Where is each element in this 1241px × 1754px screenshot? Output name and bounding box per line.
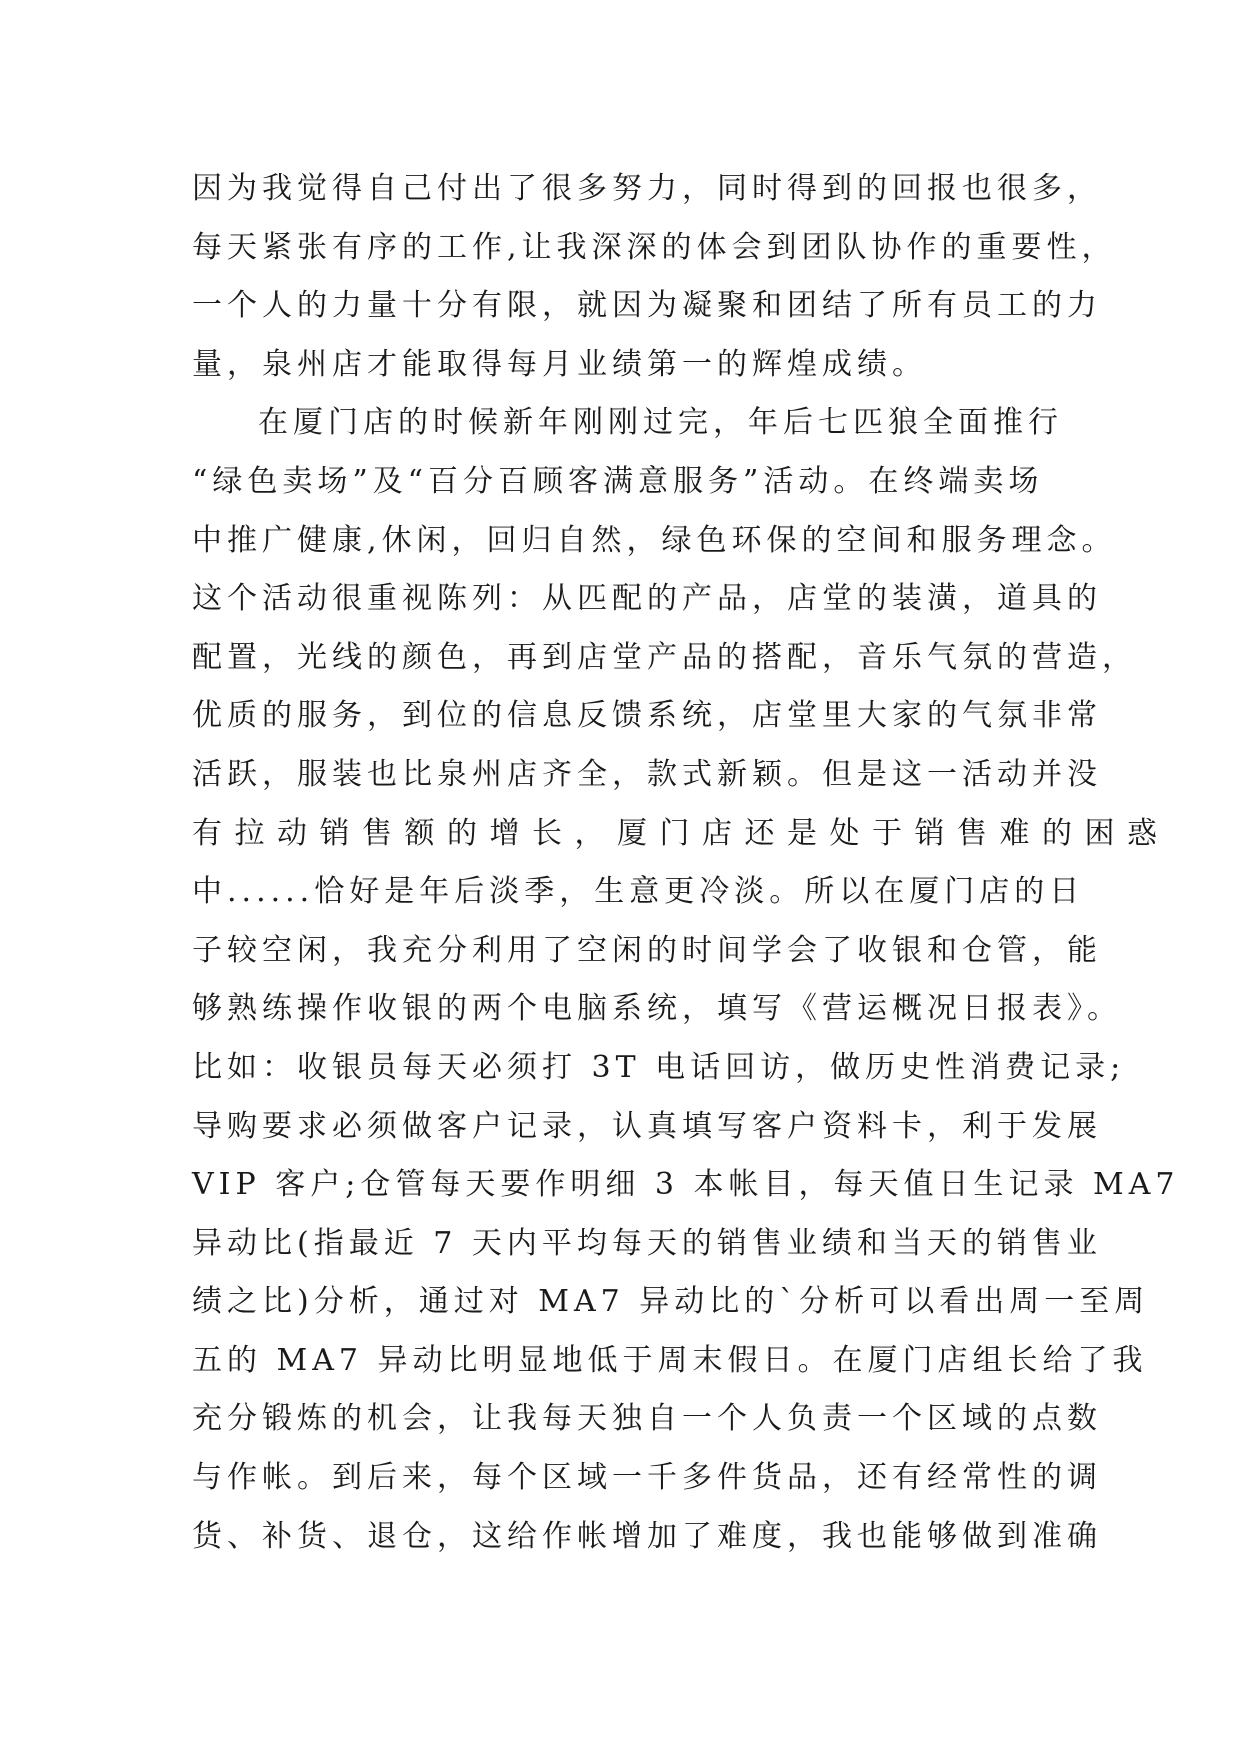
- text-line: 量，泉州店才能取得每月业绩第一的辉煌成绩。: [192, 346, 927, 382]
- text-line: 中......恰好是年后淡季，生意更冷淡。所以在厦门店的日: [192, 874, 1085, 910]
- text-line: VIP 客户;仓管每天要作明细 3 本帐目，每天值日生记录 MA7: [192, 1167, 1180, 1203]
- paragraph-start-line: 在厦门店的时候新年刚刚过完，年后七匹狼全面推行: [258, 405, 1063, 441]
- text-line: 优质的服务，到位的信息反馈系统，店堂里大家的气氛非常: [192, 698, 1102, 734]
- body-text: [192, 160, 1180, 1566]
- text-line: 与作帐。到后来，每个区域一千多件货品，还有经常性的调: [192, 1460, 1102, 1496]
- text-line: 五的 MA7 异动比明显地低于周末假日。在厦门店组长给了我: [192, 1342, 1148, 1378]
- text-line: “绿色卖场”及“百分百顾客满意服务”活动。在终端卖场: [192, 463, 1044, 499]
- text-line: 异动比(指最近 7 天内平均每天的销售业绩和当天的销售业: [192, 1225, 1102, 1261]
- text-line: 中推广健康,休闲，回归自然，绿色环保的空间和服务理念。: [192, 522, 1117, 558]
- text-line: 子较空闲，我充分利用了空闲的时间学会了收银和仓管，能: [192, 932, 1102, 968]
- text-line: 导购要求必须做客户记录，认真填写客户资料卡，利于发展: [192, 1108, 1102, 1144]
- text-line: 这个活动很重视陈列：从匹配的产品，店堂的装潢，道具的: [192, 581, 1102, 617]
- text-line: 比如：收银员每天必须打 3T 电话回访，做历史性消费记录;: [192, 1049, 1126, 1085]
- text-line: 充分锻炼的机会，让我每天独自一个人负责一个区域的点数: [192, 1401, 1102, 1437]
- text-line: 活跃，服装也比泉州店齐全，款式新颖。但是这一活动并没: [192, 756, 1102, 792]
- text-line: 够熟练操作收银的两个电脑系统，填写《营运概况日报表》。: [192, 991, 1122, 1027]
- text-line: 有拉动销售额的增长，厦门店还是处于销售难的困惑: [192, 815, 1170, 851]
- text-line: 每天紧张有序的工作,让我深深的体会到团队协作的重要性，: [192, 229, 1117, 265]
- text-line: 货、补货、退仓，这给作帐增加了难度，我也能够做到准确: [192, 1518, 1102, 1554]
- text-line: 一个人的力量十分有限，就因为凝聚和团结了所有员工的力: [192, 288, 1102, 324]
- text-line: 配置，光线的颜色，再到店堂产品的搭配，音乐气氛的营造，: [192, 639, 1137, 675]
- text-line: 绩之比)分析，通过对 MA7 异动比的`分析可以看出周一至周: [192, 1284, 1150, 1320]
- text-line: 因为我觉得自己付出了很多努力，同时得到的回报也很多，: [192, 171, 1102, 206]
